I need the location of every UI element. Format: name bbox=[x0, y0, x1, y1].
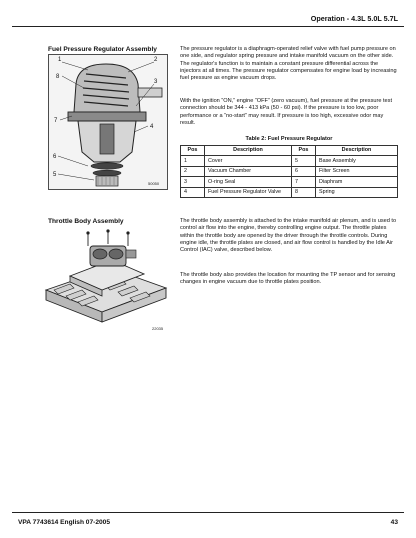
callout-8: 8 bbox=[56, 74, 60, 80]
header-rule bbox=[12, 26, 404, 27]
callout-4: 4 bbox=[150, 124, 154, 130]
table-cell-pos: 8 bbox=[292, 187, 316, 197]
table-header-pos: Pos bbox=[292, 146, 316, 156]
throttle-paragraph-2: The throttle body also provides the location for mounting the TP sensor and for sensing changes in engine vacuum due to throttle plates position. bbox=[180, 272, 396, 286]
table-row bbox=[181, 177, 398, 187]
callout-1: 1 bbox=[58, 57, 62, 63]
page-header bbox=[0, 0, 416, 30]
callout-7: 7 bbox=[54, 118, 58, 124]
throttle-paragraph-1: The throttle body assembly is attached to the intake manifold air plenum, and is used to control air flow into the engine, thereby controlling engine output. The throttle plates within the throttle body are opened by the driver through the throttle controls. During engine idle, the throttle plates are closed, and air flow control is handled by the Idle Air Control (IAC) valve, described below. bbox=[180, 218, 397, 254]
table-cell-description: Base Assembly bbox=[316, 156, 398, 166]
regulator-paragraph-2: With the ignition “ON,” engine “OFF” (zero vacuum), fuel pressure at the pressure test connection should be 344 - 413 kPa (50 - 60 psi). If the pressure is too low, poor performance or a “no-start” may result. If pressure is too high, excessive odor may result. bbox=[180, 98, 393, 126]
table-header-pos: Pos bbox=[181, 146, 205, 156]
table-caption: Table 2: Fuel Pressure Regulator bbox=[245, 136, 333, 142]
throttle-body-illustration bbox=[40, 228, 170, 332]
page-number: 43 bbox=[390, 519, 398, 526]
table-cell-description: Cover bbox=[205, 156, 292, 166]
table-header-row bbox=[181, 146, 398, 156]
footer-rule bbox=[12, 512, 404, 513]
table-cell-description: Vacuum Chamber bbox=[205, 166, 292, 176]
table-cell-pos: 5 bbox=[292, 156, 316, 166]
table-cell-pos: 3 bbox=[181, 177, 205, 187]
table-cell-pos: 1 bbox=[181, 156, 205, 166]
table-cell-pos: 4 bbox=[181, 187, 205, 197]
table-cell-description: Fuel Pressure Regulator Valve bbox=[205, 187, 292, 197]
table-header-description: Description bbox=[316, 146, 398, 156]
callout-2: 2 bbox=[154, 57, 158, 63]
throttle-figure-title: Throttle Body Assembly bbox=[48, 218, 124, 225]
table-row bbox=[181, 166, 398, 176]
table-cell-description: Spring bbox=[316, 187, 398, 197]
table-cell-description: O-ring Seal bbox=[205, 177, 292, 187]
header-title: Operation - 4.3L 5.0L 5.7L bbox=[310, 14, 398, 23]
callout-5: 5 bbox=[53, 172, 57, 178]
table-cell-pos: 2 bbox=[181, 166, 205, 176]
table-header-description: Description bbox=[205, 146, 292, 156]
table-cell-pos: 7 bbox=[292, 177, 316, 187]
callout-6: 6 bbox=[53, 154, 57, 160]
table-cell-pos: 6 bbox=[292, 166, 316, 176]
regulator-paragraph-1: The pressure regulator is a diaphragm-operated relief valve with fuel pump pressure on one side, and regulator spring pressure and intake manifold vacuum on the other side. The regulator's function is to maintain a constant pressure differential across the injectors at all times. The pressure regulator compensates for engine load by increasing fuel pressure as engine vacuum drops. bbox=[180, 46, 397, 82]
callout-3: 3 bbox=[154, 79, 158, 85]
regulator-parts-table bbox=[180, 145, 398, 198]
throttle-figure-id: 22035 bbox=[152, 326, 164, 331]
table-cell-description: Filter Screen bbox=[316, 166, 398, 176]
regulator-illustration bbox=[48, 54, 168, 190]
table-row bbox=[181, 156, 398, 166]
table-cell-description: Diaphram bbox=[316, 177, 398, 187]
regulator-figure-id: 50050 bbox=[148, 181, 160, 186]
table-row bbox=[181, 187, 398, 197]
footer-doc-id: VPA 7743614 English 07-2005 bbox=[18, 519, 110, 526]
regulator-figure-title: Fuel Pressure Regulator Assembly bbox=[48, 46, 157, 53]
